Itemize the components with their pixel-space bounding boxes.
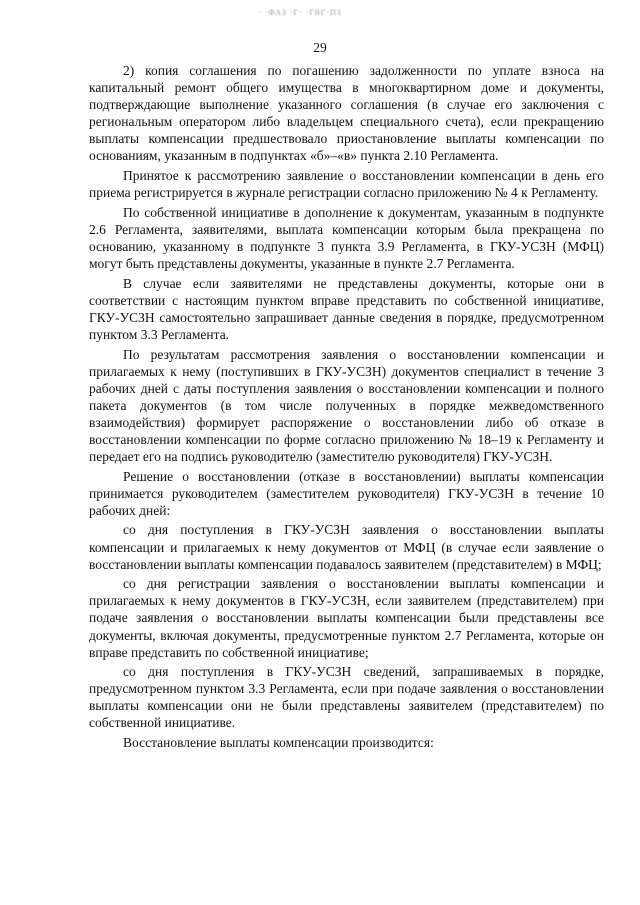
paragraph-own-initiative: По собственной инициативе в дополнение к документам, указанным в подпункте 2.6 Регламента, заявителями, выплата компенсации которым была прекращена по основанию, указанному в подпункте 3 пункта 3.9 Регламента, в ГКУ-УСЗН (МФЦ) могут быть представлены документы, указанные в пункте 2.7 Регламента. bbox=[89, 204, 604, 272]
scan-mark: · ·ФАЗ ·Г· ·ГЯГ·ПЗ bbox=[258, 8, 342, 17]
paragraph-decision: Решение о восстановлении (отказе в восстановлении) выплаты компенсации принимается руководителем (заместителем руководителя) ГКУ-УСЗН в течение 10 рабочих дней: bbox=[89, 468, 604, 518]
paragraph-copy-agreement: 2) копия соглашения по погашению задолженности по уплате взноса на капитальный ремонт общего имущества в многоквартирном доме и документы, подтверждающие выполнение указанного соглашения (в случае его заключения с региональным оператором либо владельцем специального счета), если прекращению выплаты компенсации предшествовало приостановление выплаты компенсации по основаниям, указанным в подпунктах «б»–«в» пункта 2.10 Регламента. bbox=[89, 63, 604, 164]
document-body bbox=[89, 62, 604, 754]
paragraph-review-results: По результатам рассмотрения заявления о восстановлении компенсации и прилагаемых к нему (поступивших в ГКУ-УСЗН) документов специалист в течение 3 рабочих дней с даты поступления заявления о восстановлении компенсации и полного пакета документов (в том числе полученных в порядке межведомственного взаимодействия) формирует распоряжение о восстановлении либо об отказе в восстановлении компенсации по форме согласно приложению № 18–19 к Регламенту и передает его на подпись руководителю (заместителю руководителя) ГКУ-УСЗН. bbox=[89, 346, 604, 465]
paragraph-restoration: Восстановление выплаты компенсации производится: bbox=[123, 735, 434, 751]
paragraph-registration: Принятое к рассмотрению заявление о восстановлении компенсации в день его приема регистрируется в журнале регистрации согласно приложению № 4 к Регламенту. bbox=[89, 168, 604, 201]
paragraph-from-mfc: со дня поступления в ГКУ-УСЗН заявления о восстановлении выплаты компенсации и прилагаемых к нему документов от МФЦ (в случае если заявление о восстановлении выплаты компенсации подавалось заявителем (представителем) в МФЦ; bbox=[89, 522, 604, 572]
paragraph-from-requested-info: со дня поступления в ГКУ-УСЗН сведений, запрашиваемых в порядке, предусмотренном пунктом 3.3 Регламента, если при подаче заявления о восстановлении выплаты компенсации они не были представлены заявителем (представителем) по собственной инициативе. bbox=[89, 664, 604, 731]
paragraph-from-registration: со дня регистрации заявления о восстановлении выплаты компенсации и прилагаемых к нему документов в ГКУ-УСЗН, если заявителем (представителем) при подаче заявления о восстановлении выплаты компенсации были представлены все документы, включая документы, предусмотренные пунктом 2.7 Регламента, которые он вправе представить по собственной инициативе; bbox=[89, 576, 604, 660]
page-number: 29 bbox=[313, 40, 327, 55]
paragraph-not-submitted: В случае если заявителями не представлены документы, которые они в соответствии с настоящим пунктом вправе представить по собственной инициативе, ГКУ-УСЗН самостоятельно запрашивает данные сведения в порядке, предусмотренном пунктом 3.3 Регламента. bbox=[89, 275, 604, 342]
